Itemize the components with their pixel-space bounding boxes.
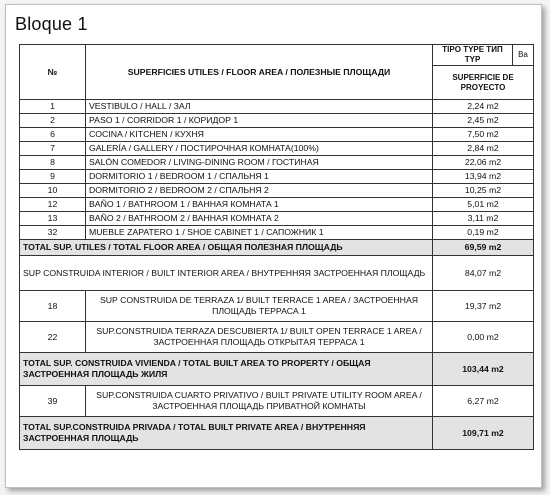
row-name: SALÓN COMEDOR / LIVING-DINING ROOM / ГОСТИНАЯ (86, 156, 433, 170)
total-utiles-row (20, 240, 534, 256)
row-value: 5,01 m2 (433, 198, 534, 212)
row-num: 39 (20, 386, 86, 417)
table-row (20, 198, 534, 212)
row-num: 2 (20, 114, 86, 128)
row-name: SUP.CONSTRUIDA TERRAZA DESCUBIERTA 1/ BUILT OPEN TERRACE 1 AREA / ЗАСТРОЕННАЯ ПЛОЩАДЬ ОТКРЫТАЯ ТЕРРАСА 1 (86, 322, 433, 353)
row-num: 10 (20, 184, 86, 198)
built-interior-row (20, 256, 534, 291)
table-row (20, 156, 534, 170)
row-name: DORMITORIO 1 / BEDROOM 1 / СПАЛЬНЯ 1 (86, 170, 433, 184)
page-title: Bloque 1 (15, 14, 88, 34)
total-privada-row (20, 417, 534, 450)
row-value: 2,24 m2 (433, 100, 534, 114)
row-name: MUEBLE ZAPATERO 1 / SHOE CABINET 1 / САПОЖНИК 1 (86, 226, 433, 240)
area-column-header: SUPERFICIES UTILES / FLOOR AREA / ПОЛЕЗНЫЕ ПЛОЩАДИ (86, 45, 433, 100)
area-table (19, 44, 534, 450)
num-column-header: № (20, 45, 86, 100)
row-value: 3,11 m2 (433, 212, 534, 226)
row-name: SUP.CONSTRUIDA CUARTO PRIVATIVO / BUILT PRIVATE UTILITY ROOM AREA / ЗАСТРОЕННАЯ ПЛОЩАДЬ ПРИВАТНОЙ КОМНАТЫ (86, 386, 433, 417)
utility-room-row (20, 386, 534, 417)
header-row (20, 45, 534, 66)
row-num: 12 (20, 198, 86, 212)
table-row (20, 114, 534, 128)
row-name: COCINA / KITCHEN / КУХНЯ (86, 128, 433, 142)
table-row (20, 226, 534, 240)
total-privada-label: TOTAL SUP.CONSTRUIDA PRIVADA / TOTAL BUILT PRIVATE AREA / ВНУТРЕННЯЯ ЗАСТРОЕННАЯ ПЛОЩАДЬ (20, 417, 433, 450)
table-row (20, 291, 534, 322)
row-num: 1 (20, 100, 86, 114)
built-interior-value: 84,07 m2 (433, 256, 534, 291)
row-value: 6,27 m2 (433, 386, 534, 417)
table-row (20, 212, 534, 226)
table-row (20, 100, 534, 114)
row-value: 0,19 m2 (433, 226, 534, 240)
total-vivienda-value: 103,44 m2 (433, 353, 534, 386)
table-row (20, 170, 534, 184)
row-name: BAÑO 2 / BATHROOM 2 / ВАННАЯ КОМНАТА 2 (86, 212, 433, 226)
type-column-header: TIPO TYPE ТИП TYP (433, 45, 513, 66)
row-value: 10,25 m2 (433, 184, 534, 198)
row-name: SUP CONSTRUIDA DE TERRAZA 1/ BUILT TERRACE 1 AREA / ЗАСТРОЕННАЯ ПЛОЩАДЬ ТЕРРАСА 1 (86, 291, 433, 322)
total-vivienda-row (20, 353, 534, 386)
table-row (20, 128, 534, 142)
total-utiles-label: TOTAL SUP. UTILES / TOTAL FLOOR AREA / ОБЩАЯ ПОЛЕЗНАЯ ПЛОЩАДЬ (20, 240, 433, 256)
row-name: PASO 1 / CORRIDOR 1 / КОРИДОР 1 (86, 114, 433, 128)
table-row (20, 322, 534, 353)
row-num: 8 (20, 156, 86, 170)
row-name: GALERÍA / GALLERY / ПОСТИРОЧНАЯ КОМНАТА(100%) (86, 142, 433, 156)
type-value: Ba (513, 45, 534, 66)
row-value: 2,45 m2 (433, 114, 534, 128)
table-row (20, 184, 534, 198)
row-value: 2,84 m2 (433, 142, 534, 156)
total-vivienda-label: TOTAL SUP. CONSTRUIDA VIVIENDA / TOTAL BUILT AREA TO PROPERTY / ОБЩАЯ ЗАСТРОЕННАЯ ПЛОЩАДЬ ЖИЛЯ (20, 353, 433, 386)
row-value: 0,00 m2 (433, 322, 534, 353)
project-area-header: SUPERFICIE DE PROYECTO (433, 66, 534, 100)
row-num: 22 (20, 322, 86, 353)
total-privada-value: 109,71 m2 (433, 417, 534, 450)
row-num: 9 (20, 170, 86, 184)
row-value: 19,37 m2 (433, 291, 534, 322)
document-frame (5, 4, 542, 488)
table-row (20, 142, 534, 156)
built-interior-label: SUP CONSTRUIDA INTERIOR / BUILT INTERIOR AREA / ВНУТРЕННЯЯ ЗАСТРОЕННАЯ ПЛОЩАДЬ (20, 256, 433, 291)
row-value: 7,50 m2 (433, 128, 534, 142)
row-name: VESTIBULO / HALL / ЗАЛ (86, 100, 433, 114)
row-name: DORMITORIO 2 / BEDROOM 2 / СПАЛЬНЯ 2 (86, 184, 433, 198)
row-num: 13 (20, 212, 86, 226)
total-utiles-value: 69,59 m2 (433, 240, 534, 256)
row-name: BAÑO 1 / BATHROOM 1 / ВАННАЯ КОМНАТА 1 (86, 198, 433, 212)
row-num: 7 (20, 142, 86, 156)
row-num: 18 (20, 291, 86, 322)
row-value: 13,94 m2 (433, 170, 534, 184)
row-num: 32 (20, 226, 86, 240)
row-value: 22,06 m2 (433, 156, 534, 170)
row-num: 6 (20, 128, 86, 142)
